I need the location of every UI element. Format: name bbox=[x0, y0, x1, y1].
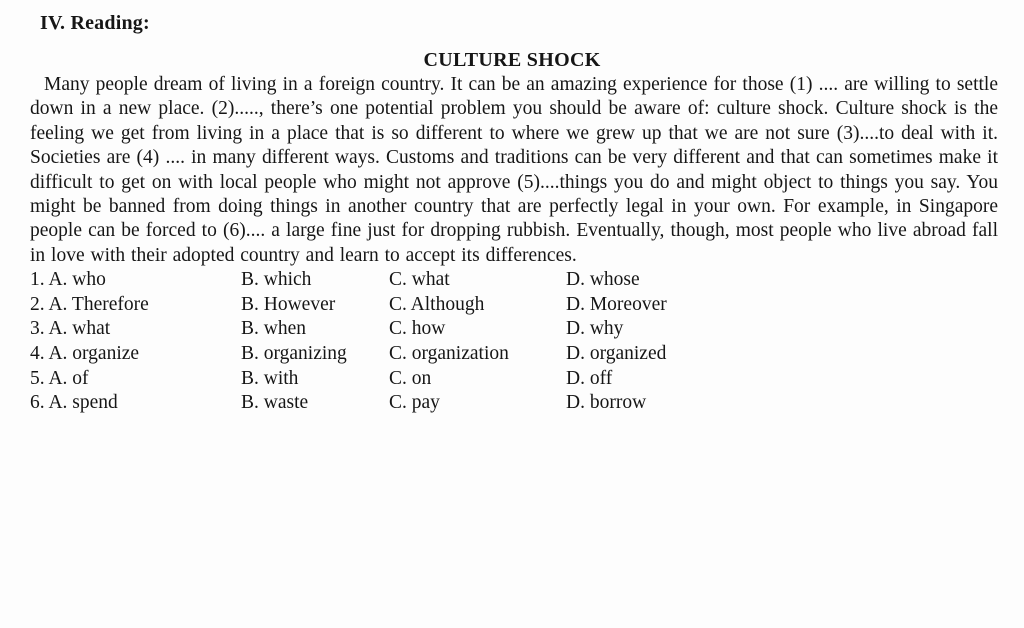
question-1-option-b: B. which bbox=[241, 269, 312, 291]
question-1-option-c: C. what bbox=[389, 269, 450, 291]
question-6-option-d: D. borrow bbox=[566, 392, 647, 414]
question-6-option-a: 6. A. spend bbox=[30, 392, 118, 414]
question-5-option-b: B. with bbox=[241, 367, 299, 389]
passage-title: CULTURE SHOCK bbox=[423, 49, 601, 71]
question-2-option-b: B. However bbox=[241, 293, 336, 315]
question-row-3 bbox=[30, 317, 1024, 342]
question-5-number: 5. bbox=[30, 367, 45, 389]
question-1-option-d: D. whose bbox=[566, 269, 640, 291]
question-row-6 bbox=[30, 391, 1024, 416]
question-list bbox=[30, 268, 1024, 416]
question-5-option-a: 5. A. of bbox=[30, 367, 89, 389]
question-2-option-a: 2. A. Therefore bbox=[30, 293, 149, 315]
section-heading: IV. Reading: bbox=[40, 12, 150, 34]
question-4-option-c: C. organization bbox=[389, 343, 509, 365]
question-5-option-c: C. on bbox=[389, 367, 432, 389]
question-6-number: 6. bbox=[30, 392, 45, 414]
question-row-2 bbox=[30, 293, 1024, 318]
question-1-option-a: 1. A. who bbox=[30, 269, 106, 291]
question-4-option-a: 4. A. organize bbox=[30, 343, 140, 365]
question-1-number: 1. bbox=[30, 269, 45, 291]
question-4-number: 4. bbox=[30, 343, 45, 365]
question-2-option-d: D. Moreover bbox=[566, 293, 667, 315]
question-row-4 bbox=[30, 342, 1024, 367]
question-3-number: 3. bbox=[30, 318, 45, 340]
question-row-1 bbox=[30, 268, 1024, 293]
question-4-option-b: B. organizing bbox=[241, 343, 347, 365]
question-3-option-b: B. when bbox=[241, 318, 306, 340]
question-5-option-d: D. off bbox=[566, 367, 613, 389]
question-6-option-b: B. waste bbox=[241, 392, 309, 414]
question-4-option-d: D. organized bbox=[566, 343, 667, 365]
question-6-option-c: C. pay bbox=[389, 392, 440, 414]
question-2-option-c: C. Although bbox=[389, 293, 485, 315]
question-row-5 bbox=[30, 367, 1024, 392]
question-3-option-c: C. how bbox=[389, 318, 446, 340]
question-3-option-d: D. why bbox=[566, 318, 624, 340]
reading-passage: Many people dream of living in a foreign country. It can be an amazing experience for those (1) .... are willing to settle down in a new place. (2)....., there’s one potential problem you should be aware of: culture shock. Culture shock is the feeling we get from living in a place that is so different to where we grew up that we are not sure (3)....to deal with it. Societies are (4) .... in many different ways. Customs and traditions can be very different and that can sometimes make it difficult to get on with local people who might not approve (5)....things you do and might object to things you say. You might be banned from doing things in another country that are perfectly legal in your own. For example, in Singapore people can be forced to (6).... a large fine just for dropping rubbish. Eventually, though, most people who live abroad fall in love with their adopted country and learn to accept its differences. bbox=[30, 74, 998, 266]
question-2-number: 2. bbox=[30, 293, 45, 315]
question-3-option-a: 3. A. what bbox=[30, 318, 111, 340]
